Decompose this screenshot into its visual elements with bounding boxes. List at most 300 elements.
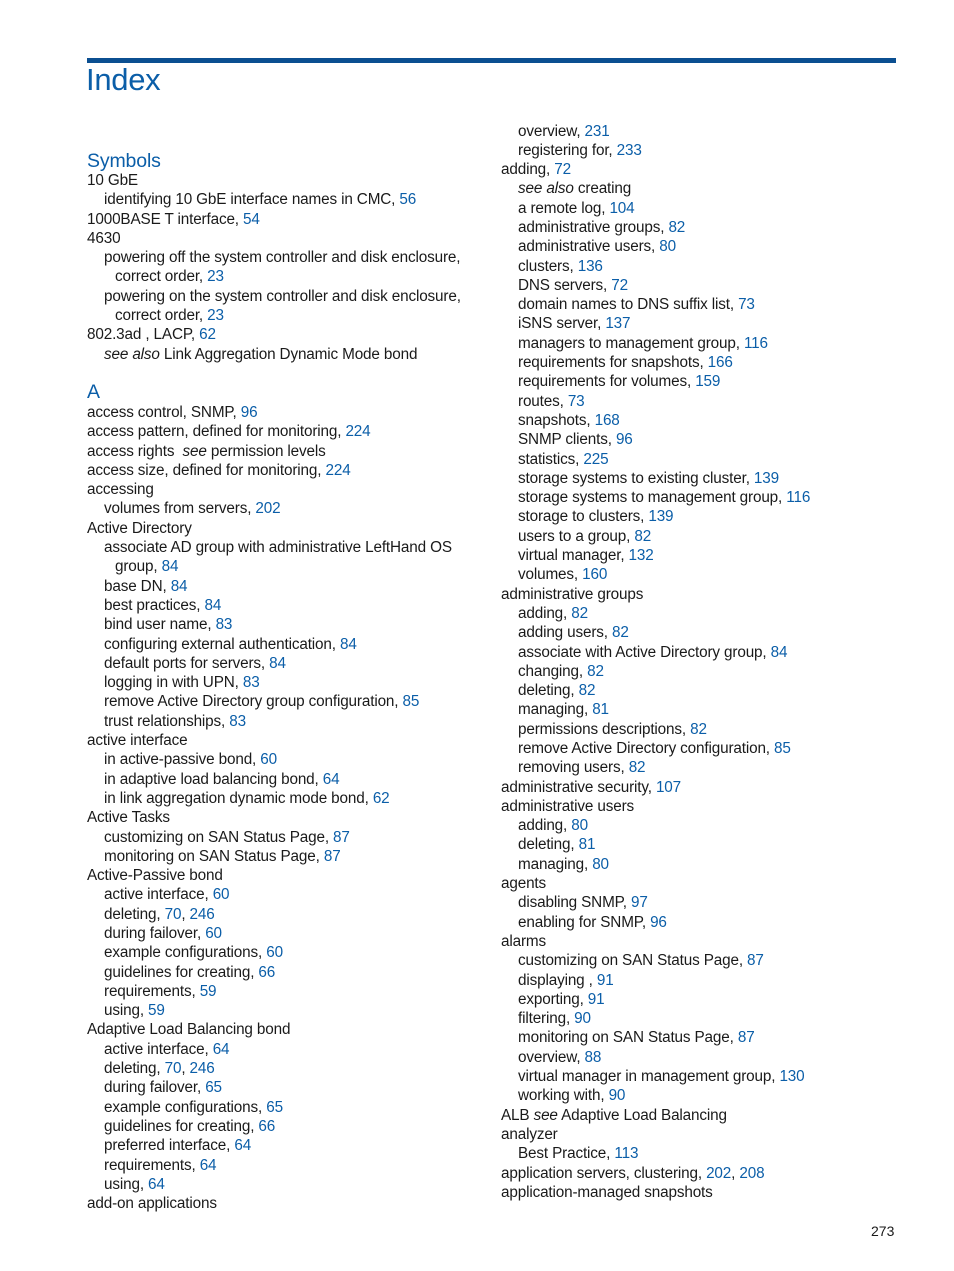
- entry-text: associate with Active Directory group,: [518, 643, 767, 661]
- index-subentry: [87, 1175, 487, 1194]
- entry-text: remove Active Directory group configuration,: [104, 693, 399, 711]
- page-link[interactable]: 64: [212, 1040, 230, 1058]
- index-entry: [501, 778, 901, 797]
- entry-text: removing users,: [518, 759, 625, 777]
- index-subentry: [501, 720, 901, 739]
- entry-text: active interface,: [104, 1040, 209, 1058]
- entry-text: enabling for SNMP,: [518, 913, 646, 931]
- entry-text: administrative groups,: [518, 218, 665, 236]
- page-link[interactable]: 88: [584, 1048, 602, 1066]
- index-subentry: [501, 1086, 901, 1105]
- index-subentry: [87, 963, 487, 982]
- index-subentry: [501, 990, 901, 1009]
- entry-text: 802.3ad , LACP,: [87, 326, 196, 344]
- index-subentry: [87, 538, 487, 557]
- entry-text: agents: [501, 875, 547, 893]
- entry-text: overview,: [518, 1048, 581, 1066]
- entry-text: deleting,: [518, 682, 575, 700]
- page-link[interactable]: 132: [628, 547, 654, 565]
- page-link[interactable]: 59: [148, 1002, 165, 1020]
- entry-term: ALB: [501, 1106, 530, 1124]
- entry-text: displaying ,: [518, 971, 593, 989]
- entry-text: application servers, clustering,: [501, 1164, 702, 1182]
- index-subentry: [87, 982, 487, 1001]
- page-link[interactable]: 72: [554, 161, 571, 179]
- entry-text: application-managed snapshots: [501, 1183, 713, 1201]
- page-link[interactable]: 85: [402, 693, 420, 711]
- entry-text: monitoring on SAN Status Page,: [518, 1029, 734, 1047]
- index-subentry: [501, 913, 901, 932]
- entry-text: virtual manager in management group,: [518, 1068, 776, 1086]
- index-subentry: deleting, 70, 246: [104, 905, 215, 923]
- index-entry: [501, 932, 901, 951]
- index-entry: [87, 171, 487, 190]
- entry-text: exporting,: [518, 990, 584, 1008]
- entry-text: in link aggregation dynamic mode bond,: [104, 789, 369, 807]
- index-subentry: [501, 179, 901, 198]
- page-link[interactable]: 82: [628, 759, 646, 777]
- index-entry-continuation: [87, 557, 487, 576]
- entry-text: correct order,: [115, 307, 204, 325]
- entry-text: 10 GbE: [87, 172, 138, 189]
- page-link[interactable]: 96: [615, 431, 633, 449]
- index-entry: [501, 1106, 901, 1125]
- entry-text: base DN,: [104, 577, 167, 595]
- entry-text: powering off the system controller and disk enclosure,: [104, 249, 461, 267]
- entry-text: SNMP clients,: [518, 431, 612, 449]
- index-subentry: [501, 643, 901, 662]
- page-link[interactable]: 83: [242, 674, 260, 692]
- page-link[interactable]: 96: [240, 403, 258, 421]
- page-link[interactable]: 73: [567, 392, 585, 410]
- entry-text: monitoring on SAN Status Page,: [104, 847, 320, 865]
- index-entry: application servers, clustering, 202, 208: [501, 1164, 765, 1182]
- index-subentry: [501, 488, 901, 507]
- page-link[interactable]: 202: [255, 500, 281, 518]
- cross-reference: see: [533, 1106, 558, 1124]
- page-link[interactable]: 59: [199, 982, 217, 1000]
- entry-text: permissions descriptions,: [518, 720, 686, 738]
- entry-text: administrative users: [501, 797, 635, 815]
- index-entry: [87, 1194, 487, 1213]
- page-title: Index: [86, 62, 161, 97]
- page-link[interactable]: 82: [668, 218, 686, 236]
- index-entry-continuation: [87, 306, 487, 325]
- entry-text: during failover,: [104, 924, 202, 942]
- index-subentry: [501, 758, 901, 777]
- index-subentry: [87, 847, 487, 866]
- page-link[interactable]: 85: [774, 740, 791, 757]
- entry-text: Link Aggregation Dynamic Mode bond: [163, 345, 418, 363]
- page-link[interactable]: 82: [634, 527, 652, 545]
- entry-term: access rights: [87, 442, 175, 460]
- index-entry: [501, 585, 901, 604]
- index-subentry: [501, 1009, 901, 1028]
- index-subentry: [501, 951, 901, 970]
- index-subentry: [501, 353, 901, 372]
- page-link[interactable]: 166: [707, 354, 733, 372]
- cross-reference: see also: [518, 180, 574, 198]
- index-subentry: [501, 604, 901, 623]
- entry-text: identifying 10 GbE interface names in CMC,: [104, 191, 396, 209]
- entry-text: requirements,: [104, 982, 196, 1000]
- index-subentry: [501, 1048, 901, 1067]
- page-link[interactable]: 80: [571, 817, 588, 835]
- page-link[interactable]: 83: [229, 712, 246, 730]
- page-link[interactable]: 84: [339, 635, 357, 653]
- index-subentry: [501, 450, 901, 469]
- index-subentry: [87, 190, 487, 209]
- entry-text: default ports for servers,: [104, 654, 266, 672]
- entry-text: in active-passive bond,: [104, 751, 257, 769]
- page-link[interactable]: 113: [614, 1145, 639, 1163]
- index-column-left: [87, 150, 487, 1213]
- index-column-right: [501, 122, 901, 1203]
- index-subentry: [87, 345, 487, 364]
- page-link[interactable]: 70: [164, 1060, 182, 1078]
- entry-text: Active Directory: [87, 519, 192, 537]
- index-entry: [87, 210, 487, 229]
- index-subentry: [87, 692, 487, 711]
- index-subentry: [87, 654, 487, 673]
- entry-text: alarms: [501, 932, 546, 950]
- page-link[interactable]: 82: [571, 604, 588, 622]
- index-subentry: [501, 141, 901, 160]
- index-subentry: [501, 372, 901, 391]
- index-subentry: [87, 615, 487, 634]
- page-link[interactable]: 107: [655, 778, 682, 796]
- page-link[interactable]: 90: [574, 1010, 591, 1028]
- page-link[interactable]: 116: [786, 489, 811, 507]
- index-entry: [87, 1020, 487, 1039]
- page-link[interactable]: 139: [753, 469, 779, 487]
- entry-text: guidelines for creating,: [104, 1117, 255, 1135]
- entry-text: during failover,: [104, 1079, 202, 1097]
- index-entry: [501, 160, 901, 179]
- entry-text: managing,: [518, 855, 589, 873]
- index-subentry: [501, 411, 901, 430]
- index-subentry: [501, 276, 901, 295]
- page-link[interactable]: 80: [659, 238, 676, 256]
- title-rule: [87, 58, 896, 63]
- entry-text: statistics,: [518, 450, 580, 468]
- index-subentry: [501, 816, 901, 835]
- index-entry: [87, 480, 487, 499]
- page-link[interactable]: 87: [333, 828, 350, 846]
- entry-text: powering on the system controller and disk enclosure,: [104, 287, 461, 305]
- index-subentry: [87, 1136, 487, 1155]
- index-subentry: [501, 971, 901, 990]
- index-subentry: [501, 199, 901, 218]
- index-subentry: [87, 1156, 487, 1175]
- index-subentry: [87, 499, 487, 518]
- entry-text: adding users,: [518, 624, 608, 642]
- page-link[interactable]: 62: [199, 326, 216, 344]
- page-link[interactable]: 84: [204, 596, 222, 614]
- index-subentry: [501, 623, 901, 642]
- index-entry: [87, 442, 487, 461]
- index-subentry: [87, 1040, 487, 1059]
- page-link[interactable]: 87: [737, 1029, 755, 1047]
- page-link[interactable]: 60: [212, 886, 230, 904]
- entry-text: requirements for volumes,: [518, 373, 692, 391]
- index-subentry: [87, 1117, 487, 1136]
- entry-text: customizing on SAN Status Page,: [518, 952, 743, 970]
- entry-text: access control, SNMP,: [87, 403, 237, 421]
- entry-text: bind user name,: [104, 616, 212, 634]
- page-link[interactable]: 233: [616, 141, 642, 159]
- page-link[interactable]: 225: [583, 450, 609, 468]
- page-link[interactable]: 159: [695, 373, 721, 391]
- entry-text: using,: [104, 1002, 144, 1020]
- index-subentry: [501, 893, 901, 912]
- index-subentry: [87, 943, 487, 962]
- index-subentry: [501, 257, 901, 276]
- entry-text: requirements,: [104, 1156, 196, 1174]
- index-subentry: [87, 789, 487, 808]
- page-link[interactable]: 168: [594, 411, 620, 429]
- index-section-heading: A: [87, 380, 100, 403]
- entry-text: correct order,: [115, 268, 204, 286]
- entry-text: logging in with UPN,: [104, 674, 239, 692]
- entry-text: best practices,: [104, 596, 201, 614]
- page-link[interactable]: 83: [215, 616, 233, 634]
- entry-text: accessing: [87, 481, 154, 499]
- page-link[interactable]: 56: [399, 191, 417, 209]
- entry-text: 1000BASE T interface,: [87, 210, 239, 228]
- page-link[interactable]: 82: [587, 662, 604, 680]
- entry-text: example configurations,: [104, 944, 263, 962]
- entry-text: Active Tasks: [87, 809, 170, 827]
- page-link[interactable]: 224: [325, 461, 351, 479]
- entry-text: in adaptive load balancing bond,: [104, 770, 319, 788]
- index-subentry: [87, 1001, 487, 1020]
- entry-text: administrative security,: [501, 778, 652, 796]
- entry-text: deleting,: [518, 836, 575, 854]
- page-link[interactable]: 139: [648, 508, 674, 526]
- entry-text: using,: [104, 1175, 144, 1193]
- page-link[interactable]: 137: [605, 315, 631, 333]
- entry-text: overview,: [518, 122, 581, 140]
- page-link[interactable]: 231: [584, 122, 610, 140]
- entry-text: storage systems to management group,: [518, 489, 783, 507]
- cross-reference: see also: [104, 345, 160, 363]
- entry-text: customizing on SAN Status Page,: [104, 828, 329, 846]
- entry-text: iSNS server,: [518, 315, 602, 333]
- page-link[interactable]: 60: [260, 751, 277, 769]
- page-link[interactable]: 82: [612, 624, 629, 642]
- page-link[interactable]: 116: [743, 334, 768, 352]
- entry-text: administrative groups: [501, 585, 644, 603]
- index-subentry: [87, 635, 487, 654]
- page-link[interactable]: 65: [266, 1098, 283, 1116]
- index-subentry: [87, 750, 487, 769]
- page-link[interactable]: 64: [234, 1137, 252, 1155]
- index-subentry: [501, 122, 901, 141]
- page-link[interactable]: 97: [630, 894, 648, 912]
- entry-text: remove Active Directory configuration,: [518, 740, 770, 757]
- entry-text: storage to clusters,: [518, 508, 645, 526]
- entry-text: access pattern, defined for monitoring,: [87, 423, 342, 441]
- index-entry: [501, 1125, 901, 1144]
- page-link[interactable]: 66: [258, 1117, 276, 1135]
- entry-text: disabling SNMP,: [518, 894, 627, 912]
- page-link[interactable]: 65: [205, 1079, 222, 1097]
- entry-text: a remote log,: [518, 199, 606, 217]
- page-number: 273: [871, 1223, 895, 1239]
- page-link[interactable]: 62: [372, 789, 390, 807]
- page-link[interactable]: 23: [207, 268, 224, 286]
- entry-text: Best Practice,: [518, 1145, 611, 1163]
- index-subentry: [501, 700, 901, 719]
- page-link[interactable]: 202: [706, 1164, 732, 1182]
- index-subentry: [87, 828, 487, 847]
- page-link[interactable]: 60: [205, 924, 222, 942]
- index-entry-continuation: [87, 267, 487, 286]
- page-link[interactable]: 224: [345, 423, 371, 441]
- entry-text: preferred interface,: [104, 1137, 231, 1155]
- page-link[interactable]: 136: [577, 257, 603, 275]
- index-subentry: [87, 712, 487, 731]
- page-link[interactable]: 72: [611, 276, 628, 294]
- entry-text: associate AD group with administrative LeftHand OS: [104, 539, 452, 557]
- page-link[interactable]: 82: [690, 720, 707, 738]
- entry-text: working with,: [518, 1087, 605, 1105]
- index-subentry: [501, 237, 901, 256]
- page-link[interactable]: 80: [592, 855, 609, 873]
- index-subentry: [87, 924, 487, 943]
- index-subentry: [501, 430, 901, 449]
- entry-text: analyzer: [501, 1125, 558, 1143]
- index-subentry: [501, 681, 901, 700]
- entry-text: example configurations,: [104, 1098, 263, 1116]
- entry-text: requirements for snapshots,: [518, 354, 704, 372]
- index-subentry: [501, 565, 901, 584]
- page-link[interactable]: 91: [587, 990, 605, 1008]
- entry-text: administrative users,: [518, 238, 656, 256]
- page-link[interactable]: 64: [322, 770, 340, 788]
- index-entry: [87, 731, 487, 750]
- index-entry: [87, 866, 487, 885]
- index-entry: [501, 1183, 901, 1202]
- page-link[interactable]: 84: [170, 577, 188, 595]
- index-entry: [501, 874, 901, 893]
- entry-text: deleting,: [104, 905, 161, 923]
- index-entry: [87, 461, 487, 480]
- index-subentry: [501, 739, 901, 758]
- entry-text: active interface: [87, 732, 188, 750]
- entry-text: storage systems to existing cluster,: [518, 469, 750, 487]
- index-subentry: [501, 835, 901, 854]
- page-link[interactable]: 246: [189, 1060, 215, 1078]
- page-link[interactable]: 160: [582, 566, 608, 584]
- entry-text: managers to management group,: [518, 334, 740, 352]
- entry-text: permission levels: [210, 442, 326, 460]
- page-link[interactable]: 87: [747, 952, 764, 970]
- page-link[interactable]: 82: [578, 682, 596, 700]
- index-entry: [87, 808, 487, 827]
- index-subentry: [501, 507, 901, 526]
- page-link[interactable]: 90: [608, 1087, 626, 1105]
- index-subentry: [501, 1144, 901, 1163]
- entry-text: Adaptive Load Balancing: [561, 1106, 727, 1124]
- index-subentry: [501, 392, 901, 411]
- page-link[interactable]: 84: [161, 558, 179, 576]
- page-link[interactable]: 246: [189, 905, 215, 923]
- page-link[interactable]: 81: [578, 836, 596, 854]
- index-subentry: [501, 527, 901, 546]
- entry-text: access size, defined for monitoring,: [87, 461, 322, 479]
- page-link[interactable]: 64: [199, 1156, 217, 1174]
- index-entry: [87, 519, 487, 538]
- index-subentry: [87, 885, 487, 904]
- index-subentry: [501, 1028, 901, 1047]
- entry-text: configuring external authentication,: [104, 635, 336, 653]
- page-link[interactable]: 87: [323, 847, 341, 865]
- entry-text: volumes from servers,: [104, 500, 252, 518]
- entry-text: group,: [115, 558, 158, 576]
- page-link[interactable]: 81: [592, 701, 609, 719]
- page-link[interactable]: 104: [609, 199, 635, 217]
- index-subentry: [87, 673, 487, 692]
- page-link[interactable]: 60: [266, 944, 283, 962]
- page-link[interactable]: 91: [596, 971, 614, 989]
- index-entry: [87, 325, 487, 344]
- page-link[interactable]: 66: [258, 963, 276, 981]
- entry-text: users to a group,: [518, 527, 631, 545]
- cross-reference: see: [182, 442, 207, 460]
- index-subentry: [87, 770, 487, 789]
- page-link[interactable]: 23: [207, 307, 224, 325]
- page-link[interactable]: 70: [164, 905, 182, 923]
- entry-text: virtual manager,: [518, 547, 625, 565]
- index-subentry: [87, 1078, 487, 1097]
- entry-text: add-on applications: [87, 1195, 217, 1213]
- entry-text: active interface,: [104, 886, 209, 904]
- entry-text: registering for,: [518, 141, 613, 159]
- index-subentry: [87, 577, 487, 596]
- entry-text: clusters,: [518, 257, 574, 275]
- page-link[interactable]: 130: [779, 1068, 805, 1086]
- entry-text: snapshots,: [518, 411, 591, 429]
- page-link[interactable]: 208: [739, 1164, 765, 1182]
- index-subentry: [501, 295, 901, 314]
- index-subentry: [87, 248, 487, 267]
- page-link[interactable]: 84: [770, 643, 788, 661]
- page-link[interactable]: 73: [738, 296, 755, 314]
- page-link[interactable]: 96: [650, 913, 667, 931]
- index-entry: [87, 422, 487, 441]
- index-section-heading: Symbols: [87, 150, 161, 172]
- index-subentry: [501, 334, 901, 353]
- entry-text: creating: [577, 180, 632, 198]
- index-subentry: [501, 546, 901, 565]
- index-subentry: [501, 469, 901, 488]
- index-entry: [87, 229, 487, 248]
- entry-text: deleting,: [104, 1060, 161, 1078]
- index-subentry: [87, 596, 487, 615]
- index-subentry: [501, 662, 901, 681]
- entry-text: domain names to DNS suffix list,: [518, 296, 734, 314]
- page-link[interactable]: 64: [148, 1175, 165, 1193]
- page-link[interactable]: 84: [269, 654, 286, 672]
- index-subentry: [501, 218, 901, 237]
- index-subentry: [87, 1098, 487, 1117]
- entry-text: guidelines for creating,: [104, 963, 255, 981]
- entry-text: changing,: [518, 662, 583, 680]
- index-subentry: [501, 314, 901, 333]
- page-link[interactable]: 54: [243, 210, 260, 228]
